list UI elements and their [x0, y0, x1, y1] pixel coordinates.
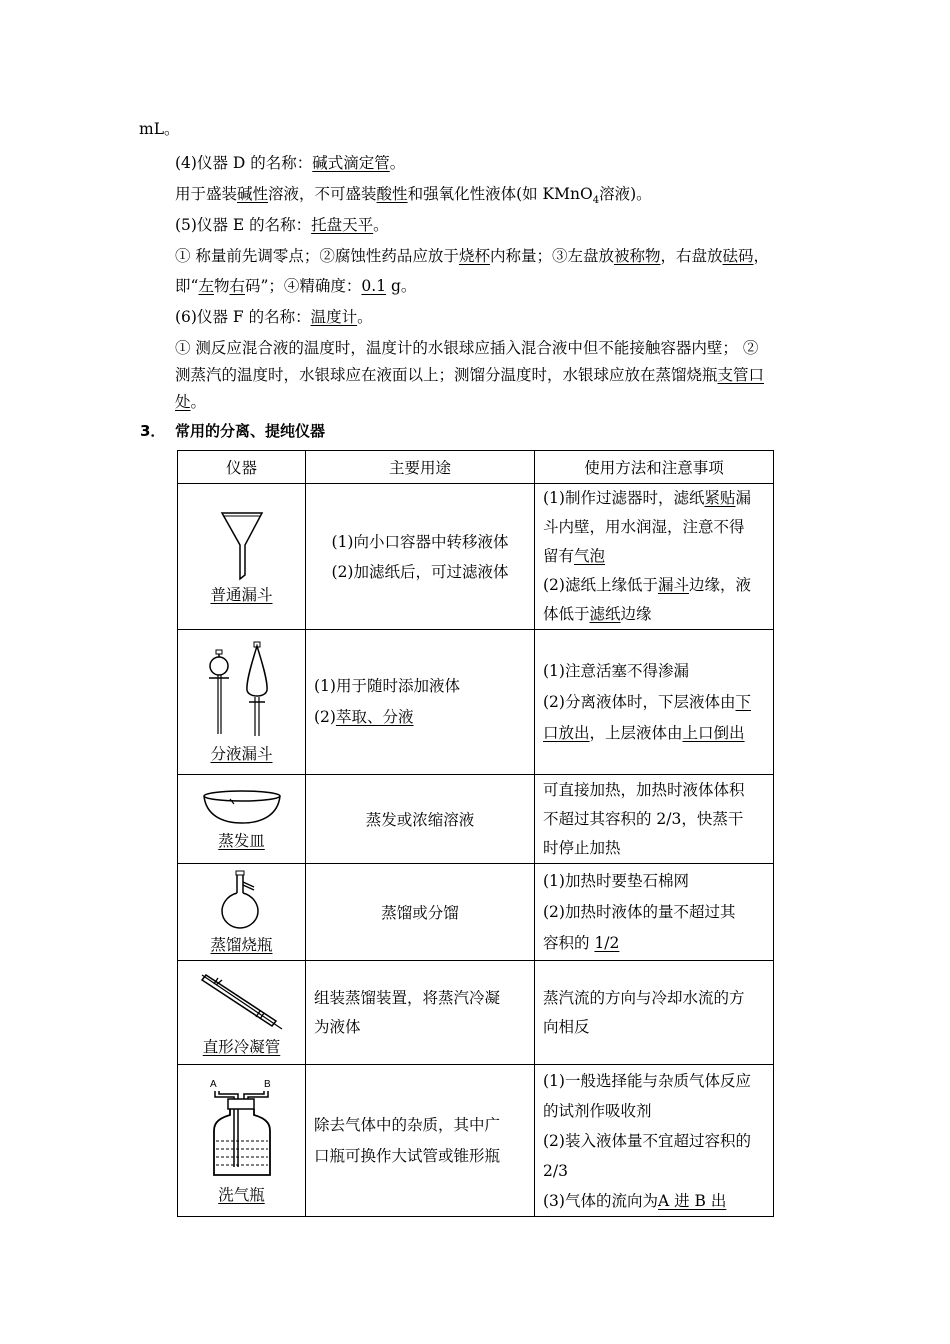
- use-cell: (1)向小口容器中转移液体 (2)加滤纸后，可过滤液体: [306, 484, 535, 630]
- header-instrument: 仪器: [178, 451, 306, 484]
- instrument-d-line: (4)仪器 D 的名称：碱式滴定管。: [175, 154, 406, 172]
- instrument-cell: [178, 630, 306, 775]
- funnel-icon: [212, 509, 272, 581]
- instrument-e-notes-2: 即“左物右码”；④精确度：0.1 g。: [175, 277, 417, 295]
- instrument-name: 洗气瓶: [218, 1185, 265, 1204]
- table-row: [178, 864, 774, 961]
- header-usage-notes: 使用方法和注意事项: [535, 451, 774, 484]
- instrument-cell: [178, 961, 306, 1065]
- use-cell: 除去气体中的杂质，其中广 口瓶可换作大试管或锥形瓶: [306, 1065, 535, 1217]
- instrument-name: 分液漏斗: [210, 745, 273, 763]
- instrument-f-name: 温度计: [310, 308, 358, 326]
- notes-cell: (1)制作过滤器时，滤纸紧贴漏 斗内壁，用水润湿，注意不得 留有气泡 (2)滤纸上缘低于漏斗边缘，液 体低于滤纸边缘: [535, 484, 774, 630]
- notes-cell: (1)一般选择能与杂质气体反应 的试剂作吸收剂 (2)装入液体量不宜超过容积的 2/3 (3)气体的流向为A 进 B 出: [535, 1065, 774, 1217]
- svg-text:B: B: [263, 1078, 271, 1090]
- table-row: [178, 961, 774, 1065]
- instrument-d-name: 碱式滴定管: [312, 154, 390, 172]
- use-cell: 组装蒸馏装置，将蒸汽冷凝 为液体: [306, 961, 535, 1065]
- use-cell: 蒸馏或分馏: [306, 864, 535, 961]
- instrument-e-notes-1: ① 称量前先调零点；②腐蚀性药品应放于烧杯内称量；③左盘放被称物，右盘放砝码，: [175, 247, 770, 265]
- notes-cell: (1)加热时要垫石棉网 (2)加热时液体的量不超过其 容积的 1/2: [535, 864, 774, 961]
- notes-cell: 可直接加热，加热时液体体积 不超过其容积的 2/3，快蒸干 时停止加热: [535, 775, 774, 864]
- instrument-e-line: (5)仪器 E 的名称：托盘天平。: [175, 216, 389, 234]
- instrument-f-notes-2: 测蒸汽的温度时，水银球应在液面以上；测馏分温度时，水银球应放在蒸馏烧瓶支管口: [175, 366, 765, 384]
- notes-cell: (1)注意活塞不得渗漏 (2)分离液体时，下层液体由下 口放出，上层液体由上口倒出: [535, 630, 774, 775]
- instrument-d-use: 用于盛装碱性溶液，不可盛装酸性和强氧化性液体(如 KMnO$_4$溶液)。: [175, 185, 652, 207]
- use-cell: 蒸发或浓缩溶液: [306, 775, 535, 864]
- gas-washing-bottle-icon: [206, 1077, 278, 1181]
- instrument-name: 直形冷凝管: [202, 1037, 281, 1056]
- distillation-flask-icon: [212, 869, 272, 931]
- header-main-use: 主要用途: [306, 451, 535, 484]
- text-ml: mL。: [139, 120, 180, 138]
- instrument-name: 蒸发皿: [218, 832, 265, 850]
- table-row: [178, 1065, 774, 1217]
- separation-instruments-table: [177, 450, 774, 1217]
- svg-text:A: A: [209, 1078, 217, 1090]
- instrument-cell: [178, 864, 306, 961]
- instrument-e-name: 托盘天平: [311, 216, 374, 234]
- condenser-icon: [192, 969, 292, 1033]
- instrument-cell: [178, 775, 306, 864]
- instrument-name: 蒸馏烧瓶: [210, 936, 273, 954]
- table-row: [178, 630, 774, 775]
- notes-cell: 蒸汽流的方向与冷却水流的方 向相反: [535, 961, 774, 1065]
- instrument-cell: [178, 1065, 306, 1217]
- instrument-f-notes-1: ① 测反应混合液的温度时，温度计的水银球应插入混合液中但不能接触容器内壁； ②: [175, 339, 759, 357]
- table-row: [178, 484, 774, 630]
- instrument-name: 普通漏斗: [210, 585, 273, 604]
- instrument-cell: [178, 484, 306, 630]
- use-cell: (1)用于随时添加液体 (2)萃取、分液: [306, 630, 535, 775]
- section-heading: 3． 常用的分离、提纯仪器: [140, 422, 326, 440]
- separatory-funnel-icon: [202, 640, 282, 740]
- table-header-row: [178, 451, 774, 484]
- evaporating-dish-icon: [200, 787, 284, 827]
- instrument-f-line: (6)仪器 F 的名称：温度计。: [175, 308, 373, 326]
- table-row: [178, 775, 774, 864]
- instrument-f-notes-3: 处。: [175, 393, 207, 411]
